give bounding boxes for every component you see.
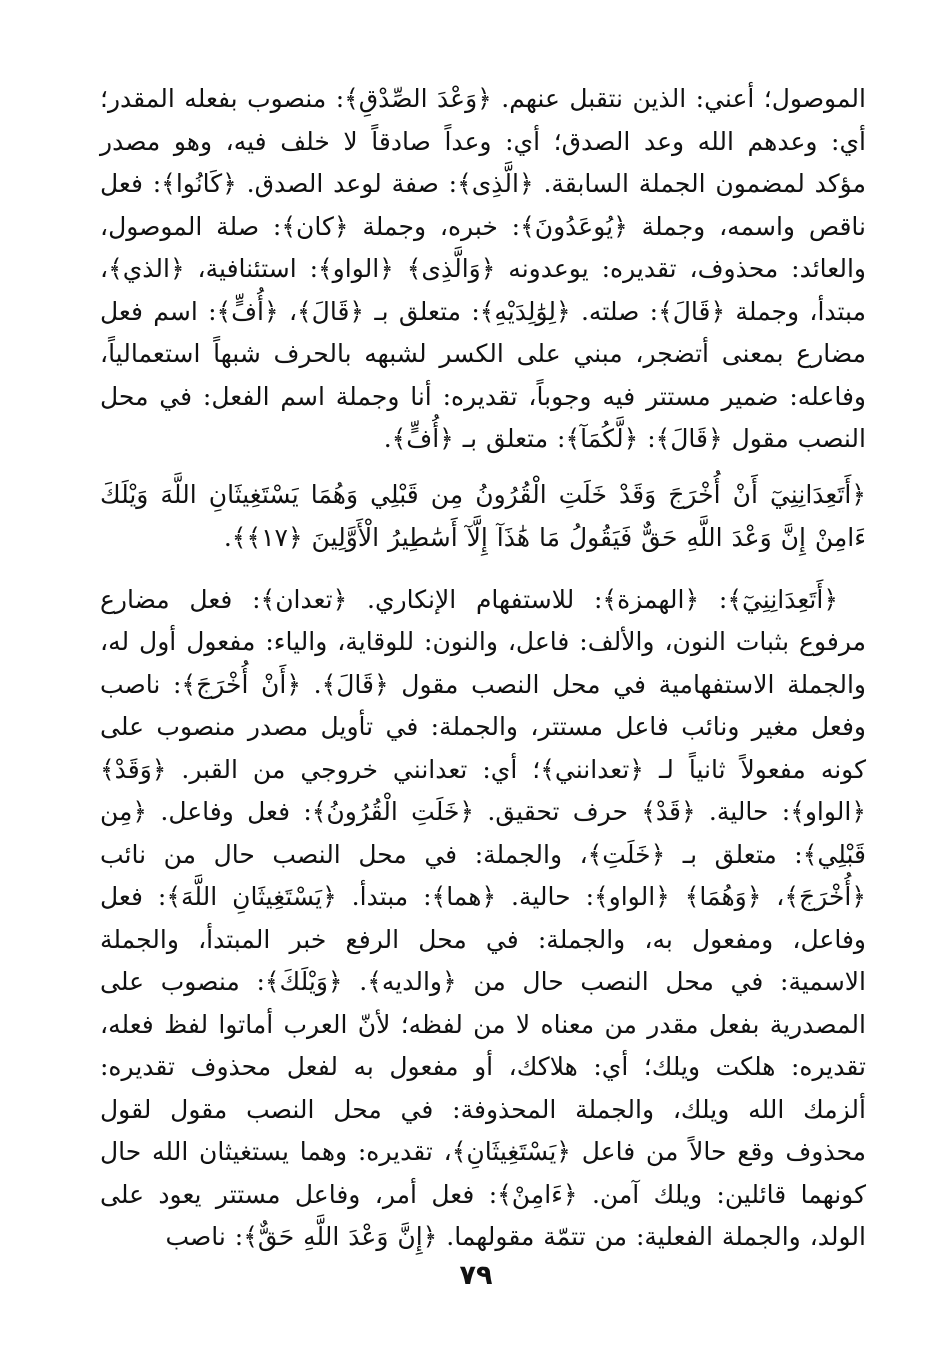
page-body [100, 78, 866, 1259]
page-number: ٧٩ [459, 1260, 493, 1291]
quran-verse: ﴿أَتَعِدَانِنِيٓ أَنْ أُخْرَجَ وَقَدْ خَلَتِ الْقُرُونُ مِن قَبْلِي وَهُمَا يَسْتَغِيثَانِ اللَّهَ وَيْلَكَ ءَامِنْ إِنَّ وَعْدَ اللَّهِ حَقٌّ فَيَقُولُ مَا هَٰذَآ إِلَّآ أَسَٰطِيرُ الْأَوَّلِينَ ﴿١٧﴾﴾. [100, 479, 866, 552]
paragraph-2: ﴿أَتَعِدَانِنِيٓ﴾: ﴿الهمزة﴾: للاستفهام الإنكاري. ﴿تعدان﴾: فعل مضارع مرفوع بثبات النون، والألف: فاعل، والنون: للوقاية، والياء: مفعول أول له، والجملة الاستفهامية في محل النصب مقول ﴿قَالَ﴾. ﴿أَنْ أُخْرَجَ﴾: ناصب وفعل مغير ونائب فاعل مستتر، والجملة: في تأويل مصدر منصوب على كونه مفعولاً ثانياً لـ ﴿تعدانني﴾؛ أي: تعدانني خروجي من القبر. ﴿وَقَدْ﴾ ﴿الواو﴾: حالية. ﴿قَدْ﴾ حرف تحقيق. ﴿خَلَتِ الْقُرُونُ﴾: فعل وفاعل. ﴿مِن قَبْلِي﴾: متعلق بـ ﴿خَلَتِ﴾، والجملة: في محل النصب حال من نائب ﴿أُخْرَجَ﴾، ﴿وَهُمَا﴾ ﴿الواو﴾: حالية. ﴿هما﴾: مبتدأ. ﴿يَسْتَغِيثَانِ اللَّهَ﴾: فعل وفاعل، ومفعول به، والجملة: في محل الرفع خبر المبتدأ، والجملة الاسمية: في محل النصب حال من ﴿والديه﴾. ﴿وَيْلَكَ﴾: منصوب على المصدرية بفعل مقدر من معناه لا من لفظه؛ لأنّ العرب أماتوا لفظ فعله، تقديره: هلكت ويلك؛ أي: هلاكك، أو مفعول به لفعل محذوف تقديره: ألزمك الله ويلك، والجملة المحذوفة: في محل النصب مقول لقول محذوف وقع حالاً من فاعل ﴿يَسْتَغِيثَانِ﴾، تقديره: وهما يستغيثان الله حال كونهما قائلين: ويلك آمن. ﴿ءَامِنْ﴾: فعل أمر، وفاعل مستتر يعود على الولد، والجملة الفعلية: من تتمّة مقولهما. ﴿إِنَّ وَعْدَ اللَّهِ حَقٌّ﴾: ناصب [100, 584, 866, 1251]
paragraph-1: الموصول؛ أعني: الذين نتقبل عنهم. ﴿وَعْدَ الصِّدْقِ﴾: منصوب بفعله المقدر؛ أي: وعدهم الله وعد الصدق؛ أي: وعداً صادقاً لا خلف فيه، وهو مصدر مؤكد لمضمون الجملة السابقة. ﴿الَّذِى﴾: صفة لوعد الصدق. ﴿كَانُوا﴾: فعل ناقص واسمه، وجملة ﴿يُوعَدُونَ﴾: خبره، وجملة ﴿كان﴾: صلة الموصول، والعائد: محذوف، تقديره: يوعدونه ﴿وَالَّذِى﴾ ﴿الواو﴾: استئنافية، ﴿الذي﴾، مبتدأ، وجملة ﴿قَالَ﴾: صلته. ﴿لِوَٰلِدَيْهِ﴾: متعلق بـ ﴿قَالَ﴾، ﴿أُفٍّ﴾: اسم فعل مضارع بمعنى أتضجر، مبني على الكسر لشبهه بالحرف شبهاً استعمالياً، وفاعله: ضمير مستتر فيه وجوباً، تقديره: أنا وجملة اسم الفعل: في محل النصب مقول ﴿قَالَ﴾: ﴿لَّكُمَآ﴾: متعلق بـ ﴿أُفٍّ﴾. [100, 84, 866, 453]
